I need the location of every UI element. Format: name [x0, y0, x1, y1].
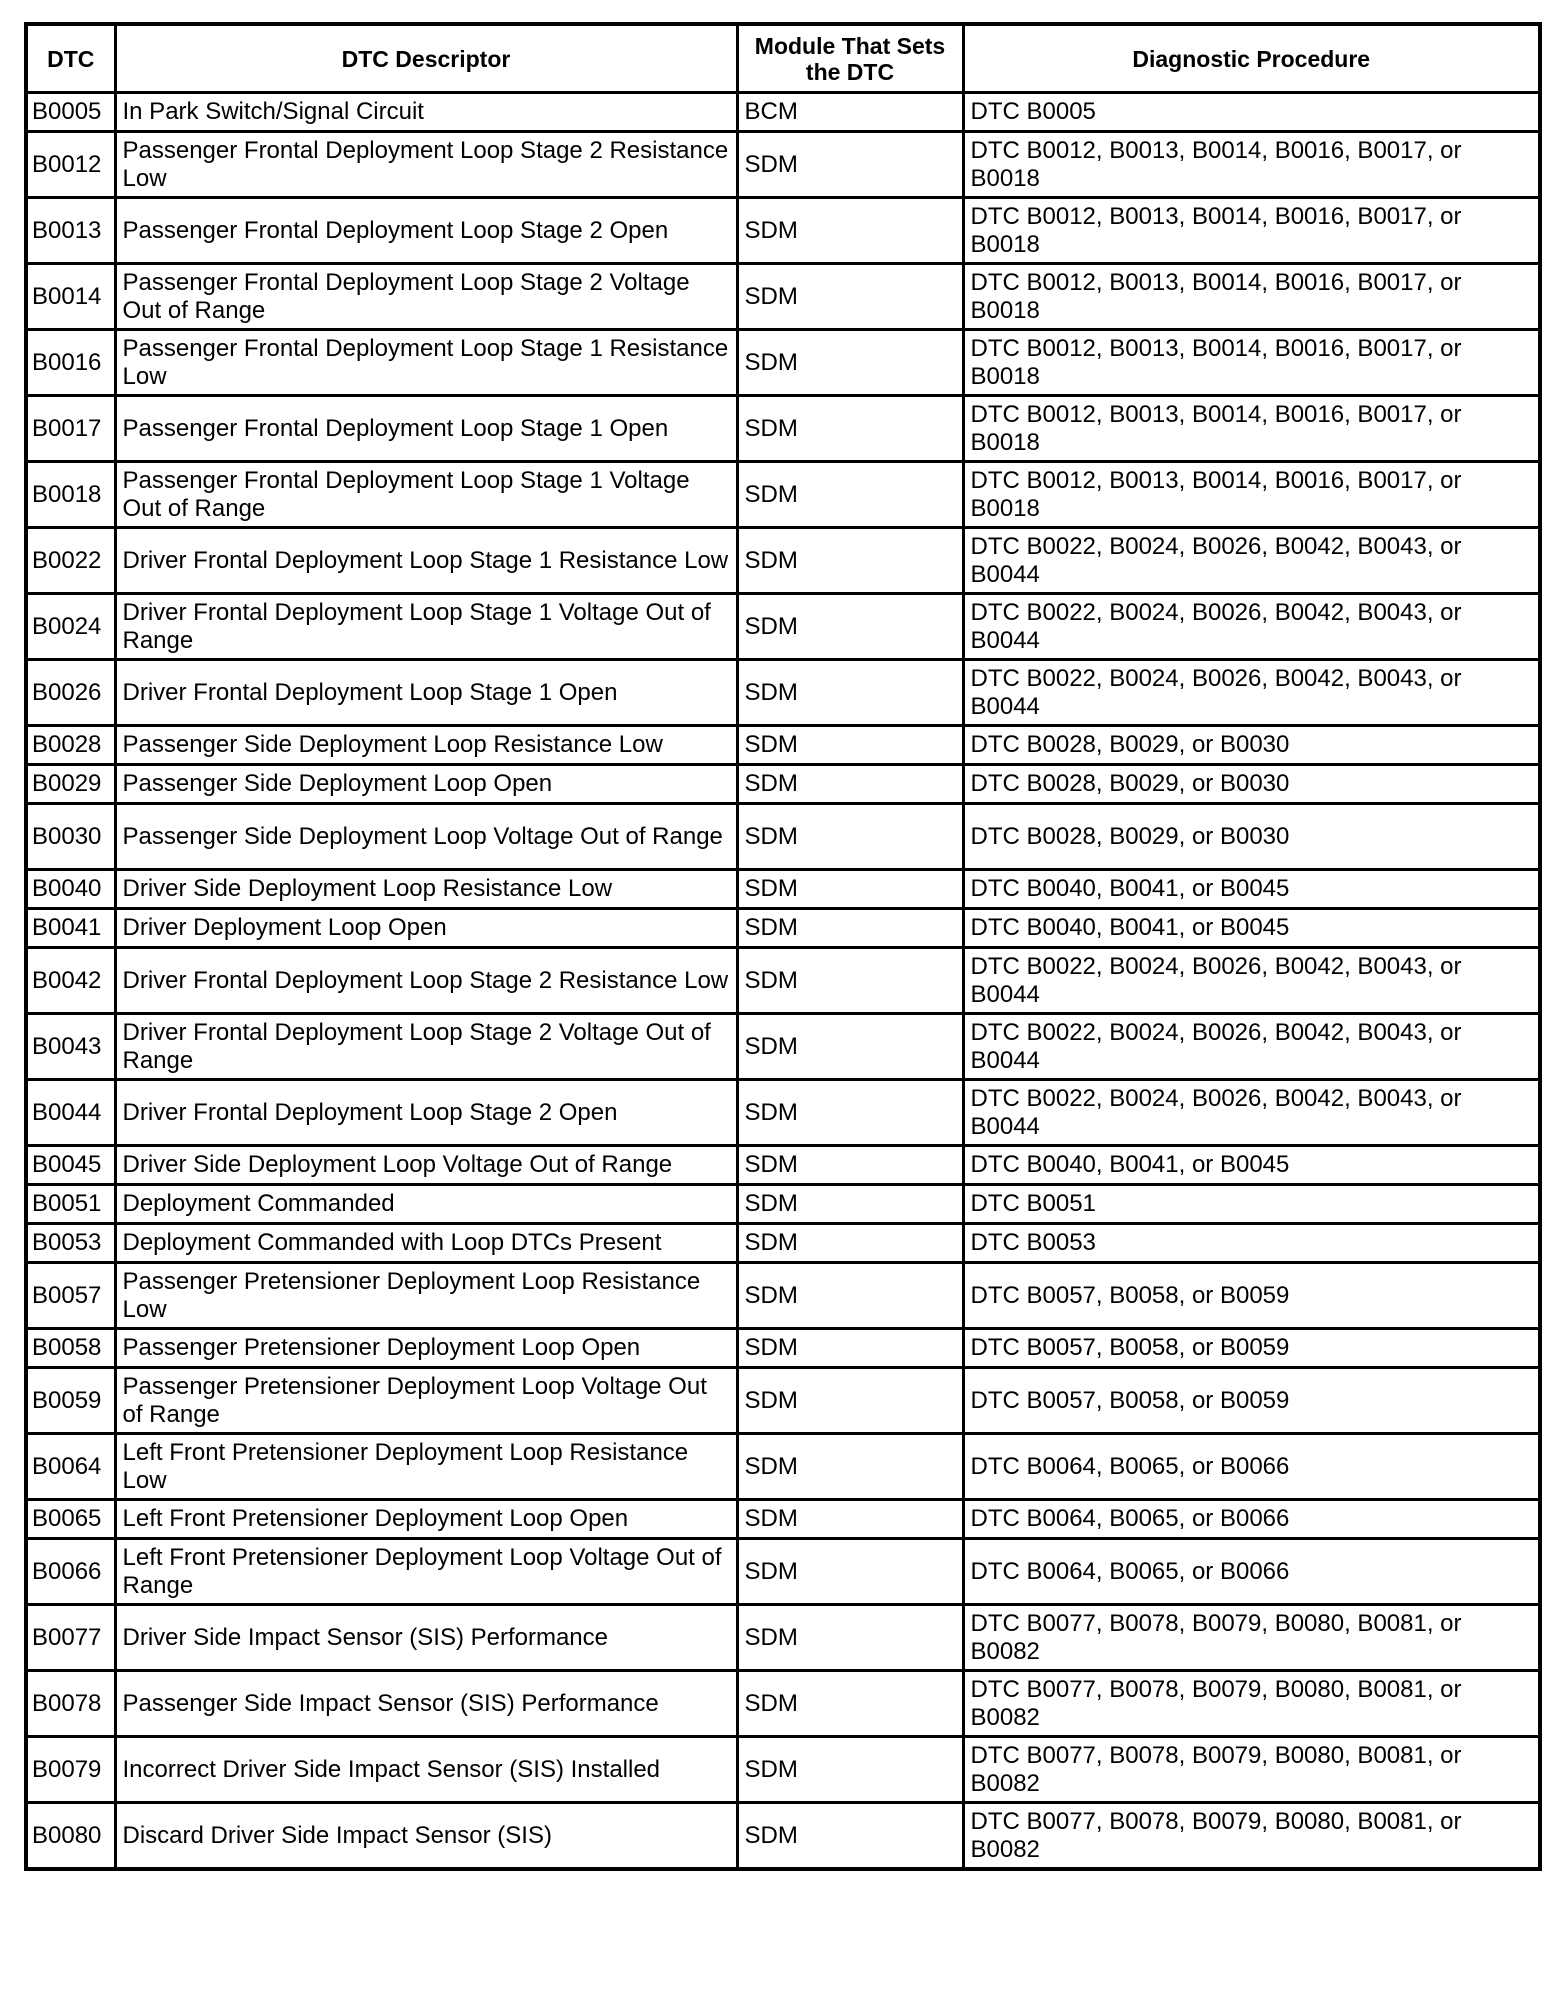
- diagnostic-procedure: DTC B0057, B0058, or B0059: [963, 1263, 1540, 1329]
- dtc-descriptor: Passenger Frontal Deployment Loop Stage 2 Open: [115, 198, 737, 264]
- module-name: SDM: [737, 1263, 963, 1329]
- module-name: SDM: [737, 660, 963, 726]
- dtc-code: B0078: [26, 1671, 115, 1737]
- dtc-code: B0014: [26, 264, 115, 330]
- table-row: [26, 264, 1540, 330]
- module-name: SDM: [737, 1080, 963, 1146]
- dtc-descriptor: Passenger Frontal Deployment Loop Stage 1 Voltage Out of Range: [115, 462, 737, 528]
- table-row: [26, 1263, 1540, 1329]
- dtc-descriptor: Driver Frontal Deployment Loop Stage 2 Open: [115, 1080, 737, 1146]
- diagnostic-procedure: DTC B0012, B0013, B0014, B0016, B0017, or B0018: [963, 132, 1540, 198]
- dtc-code: B0005: [26, 93, 115, 132]
- table-row: [26, 1605, 1540, 1671]
- module-name: SDM: [737, 1500, 963, 1539]
- diagnostic-procedure: DTC B0028, B0029, or B0030: [963, 726, 1540, 765]
- dtc-code: B0045: [26, 1146, 115, 1185]
- module-name: SDM: [737, 870, 963, 909]
- dtc-descriptor: Driver Side Impact Sensor (SIS) Performance: [115, 1605, 737, 1671]
- dtc-code: B0016: [26, 330, 115, 396]
- table-row: [26, 1539, 1540, 1605]
- dtc-code: B0026: [26, 660, 115, 726]
- dtc-code: B0024: [26, 594, 115, 660]
- table-row: [26, 1671, 1540, 1737]
- dtc-descriptor: Passenger Pretensioner Deployment Loop Open: [115, 1329, 737, 1368]
- dtc-code: B0066: [26, 1539, 115, 1605]
- dtc-descriptor: Driver Deployment Loop Open: [115, 909, 737, 948]
- table-row: [26, 948, 1540, 1014]
- table-header: [26, 24, 1540, 93]
- diagnostic-procedure: DTC B0012, B0013, B0014, B0016, B0017, or B0018: [963, 330, 1540, 396]
- dtc-code: B0064: [26, 1434, 115, 1500]
- dtc-code: B0057: [26, 1263, 115, 1329]
- table-row: [26, 1803, 1540, 1870]
- dtc-code: B0059: [26, 1368, 115, 1434]
- dtc-descriptor: Passenger Pretensioner Deployment Loop Voltage Out of Range: [115, 1368, 737, 1434]
- module-name: SDM: [737, 1803, 963, 1870]
- module-name: SDM: [737, 1329, 963, 1368]
- module-name: SDM: [737, 948, 963, 1014]
- dtc-descriptor: In Park Switch/Signal Circuit: [115, 93, 737, 132]
- table-row: [26, 1080, 1540, 1146]
- table-row: [26, 1014, 1540, 1080]
- module-name: SDM: [737, 330, 963, 396]
- module-name: SDM: [737, 396, 963, 462]
- dtc-descriptor: Passenger Side Deployment Loop Resistance Low: [115, 726, 737, 765]
- dtc-code: B0080: [26, 1803, 115, 1870]
- module-name: SDM: [737, 1224, 963, 1263]
- dtc-descriptor: Passenger Pretensioner Deployment Loop Resistance Low: [115, 1263, 737, 1329]
- dtc-code: B0022: [26, 528, 115, 594]
- module-name: SDM: [737, 1737, 963, 1803]
- table-row: [26, 330, 1540, 396]
- header-row: [26, 24, 1540, 93]
- dtc-code: B0029: [26, 765, 115, 804]
- module-name: SDM: [737, 1539, 963, 1605]
- header-dtc: DTC: [26, 24, 115, 93]
- diagnostic-procedure: DTC B0064, B0065, or B0066: [963, 1500, 1540, 1539]
- module-name: SDM: [737, 1671, 963, 1737]
- table-row: [26, 462, 1540, 528]
- diagnostic-procedure: DTC B0012, B0013, B0014, B0016, B0017, or B0018: [963, 264, 1540, 330]
- dtc-descriptor: Left Front Pretensioner Deployment Loop Open: [115, 1500, 737, 1539]
- table-row: [26, 1500, 1540, 1539]
- module-name: SDM: [737, 804, 963, 870]
- dtc-code: B0017: [26, 396, 115, 462]
- table-row: [26, 198, 1540, 264]
- table-row: [26, 726, 1540, 765]
- diagnostic-procedure: DTC B0077, B0078, B0079, B0080, B0081, or B0082: [963, 1671, 1540, 1737]
- dtc-code: B0013: [26, 198, 115, 264]
- module-name: SDM: [737, 1434, 963, 1500]
- dtc-descriptor: Deployment Commanded with Loop DTCs Present: [115, 1224, 737, 1263]
- dtc-code: B0053: [26, 1224, 115, 1263]
- dtc-code: B0018: [26, 462, 115, 528]
- dtc-descriptor: Passenger Side Deployment Loop Open: [115, 765, 737, 804]
- diagnostic-procedure: DTC B0077, B0078, B0079, B0080, B0081, or B0082: [963, 1737, 1540, 1803]
- dtc-descriptor: Incorrect Driver Side Impact Sensor (SIS) Installed: [115, 1737, 737, 1803]
- diagnostic-procedure: DTC B0022, B0024, B0026, B0042, B0043, or B0044: [963, 660, 1540, 726]
- diagnostic-procedure: DTC B0022, B0024, B0026, B0042, B0043, or B0044: [963, 594, 1540, 660]
- dtc-descriptor: Passenger Frontal Deployment Loop Stage 2 Resistance Low: [115, 132, 737, 198]
- module-name: SDM: [737, 462, 963, 528]
- table-row: [26, 909, 1540, 948]
- dtc-descriptor: Deployment Commanded: [115, 1185, 737, 1224]
- dtc-code: B0030: [26, 804, 115, 870]
- diagnostic-procedure: DTC B0077, B0078, B0079, B0080, B0081, or B0082: [963, 1803, 1540, 1870]
- table-row: [26, 870, 1540, 909]
- table-row: [26, 1368, 1540, 1434]
- table-row: [26, 1434, 1540, 1500]
- dtc-code: B0041: [26, 909, 115, 948]
- dtc-code: B0065: [26, 1500, 115, 1539]
- table-row: [26, 528, 1540, 594]
- diagnostic-procedure: DTC B0022, B0024, B0026, B0042, B0043, or B0044: [963, 528, 1540, 594]
- table-row: [26, 1224, 1540, 1263]
- table-body: [26, 93, 1540, 1870]
- dtc-descriptor: Passenger Frontal Deployment Loop Stage 2 Voltage Out of Range: [115, 264, 737, 330]
- table-row: [26, 1737, 1540, 1803]
- dtc-code: B0079: [26, 1737, 115, 1803]
- dtc-descriptor: Driver Frontal Deployment Loop Stage 1 Resistance Low: [115, 528, 737, 594]
- module-name: SDM: [737, 198, 963, 264]
- dtc-descriptor: Driver Frontal Deployment Loop Stage 1 Open: [115, 660, 737, 726]
- dtc-descriptor: Driver Side Deployment Loop Voltage Out of Range: [115, 1146, 737, 1185]
- module-name: SDM: [737, 1146, 963, 1185]
- module-name: SDM: [737, 765, 963, 804]
- dtc-descriptor: Left Front Pretensioner Deployment Loop Voltage Out of Range: [115, 1539, 737, 1605]
- module-name: SDM: [737, 132, 963, 198]
- dtc-descriptor: Passenger Frontal Deployment Loop Stage 1 Open: [115, 396, 737, 462]
- diagnostic-procedure: DTC B0040, B0041, or B0045: [963, 1146, 1540, 1185]
- dtc-code: B0042: [26, 948, 115, 1014]
- diagnostic-procedure: DTC B0040, B0041, or B0045: [963, 870, 1540, 909]
- diagnostic-procedure: DTC B0053: [963, 1224, 1540, 1263]
- diagnostic-procedure: DTC B0057, B0058, or B0059: [963, 1368, 1540, 1434]
- table-row: [26, 804, 1540, 870]
- module-name: SDM: [737, 1368, 963, 1434]
- dtc-descriptor: Driver Side Deployment Loop Resistance Low: [115, 870, 737, 909]
- module-name: SDM: [737, 1014, 963, 1080]
- diagnostic-procedure: DTC B0064, B0065, or B0066: [963, 1434, 1540, 1500]
- diagnostic-procedure: DTC B0005: [963, 93, 1540, 132]
- module-name: SDM: [737, 909, 963, 948]
- module-name: SDM: [737, 594, 963, 660]
- dtc-code: B0040: [26, 870, 115, 909]
- dtc-code: B0058: [26, 1329, 115, 1368]
- dtc-descriptor: Driver Frontal Deployment Loop Stage 2 Voltage Out of Range: [115, 1014, 737, 1080]
- diagnostic-procedure: DTC B0012, B0013, B0014, B0016, B0017, or B0018: [963, 396, 1540, 462]
- diagnostic-procedure: DTC B0022, B0024, B0026, B0042, B0043, or B0044: [963, 948, 1540, 1014]
- dtc-code: B0077: [26, 1605, 115, 1671]
- dtc-descriptor: Discard Driver Side Impact Sensor (SIS): [115, 1803, 737, 1870]
- table-row: [26, 93, 1540, 132]
- header-descriptor: DTC Descriptor: [115, 24, 737, 93]
- diagnostic-procedure: DTC B0051: [963, 1185, 1540, 1224]
- table-row: [26, 1185, 1540, 1224]
- diagnostic-procedure: DTC B0012, B0013, B0014, B0016, B0017, or B0018: [963, 462, 1540, 528]
- table-row: [26, 1146, 1540, 1185]
- diagnostic-procedure: DTC B0040, B0041, or B0045: [963, 909, 1540, 948]
- module-name: SDM: [737, 1605, 963, 1671]
- diagnostic-procedure: DTC B0028, B0029, or B0030: [963, 804, 1540, 870]
- dtc-descriptor: Passenger Frontal Deployment Loop Stage 1 Resistance Low: [115, 330, 737, 396]
- table-row: [26, 660, 1540, 726]
- dtc-descriptor: Driver Frontal Deployment Loop Stage 1 Voltage Out of Range: [115, 594, 737, 660]
- dtc-code: B0043: [26, 1014, 115, 1080]
- dtc-descriptor: Driver Frontal Deployment Loop Stage 2 Resistance Low: [115, 948, 737, 1014]
- dtc-descriptor: Passenger Side Deployment Loop Voltage Out of Range: [115, 804, 737, 870]
- table-row: [26, 1329, 1540, 1368]
- dtc-descriptor: Passenger Side Impact Sensor (SIS) Performance: [115, 1671, 737, 1737]
- module-name: SDM: [737, 1185, 963, 1224]
- header-module: Module That Sets the DTC: [737, 24, 963, 93]
- table-row: [26, 765, 1540, 804]
- module-name: SDM: [737, 528, 963, 594]
- module-name: SDM: [737, 726, 963, 765]
- dtc-table: [24, 22, 1542, 1871]
- diagnostic-procedure: DTC B0028, B0029, or B0030: [963, 765, 1540, 804]
- module-name: BCM: [737, 93, 963, 132]
- table-row: [26, 132, 1540, 198]
- dtc-code: B0044: [26, 1080, 115, 1146]
- module-name: SDM: [737, 264, 963, 330]
- diagnostic-procedure: DTC B0012, B0013, B0014, B0016, B0017, or B0018: [963, 198, 1540, 264]
- table-row: [26, 396, 1540, 462]
- diagnostic-procedure: DTC B0077, B0078, B0079, B0080, B0081, or B0082: [963, 1605, 1540, 1671]
- header-procedure: Diagnostic Procedure: [963, 24, 1540, 93]
- dtc-code: B0051: [26, 1185, 115, 1224]
- dtc-code: B0012: [26, 132, 115, 198]
- diagnostic-procedure: DTC B0064, B0065, or B0066: [963, 1539, 1540, 1605]
- dtc-code: B0028: [26, 726, 115, 765]
- dtc-descriptor: Left Front Pretensioner Deployment Loop Resistance Low: [115, 1434, 737, 1500]
- diagnostic-procedure: DTC B0022, B0024, B0026, B0042, B0043, or B0044: [963, 1014, 1540, 1080]
- diagnostic-procedure: DTC B0022, B0024, B0026, B0042, B0043, or B0044: [963, 1080, 1540, 1146]
- table-row: [26, 594, 1540, 660]
- diagnostic-procedure: DTC B0057, B0058, or B0059: [963, 1329, 1540, 1368]
